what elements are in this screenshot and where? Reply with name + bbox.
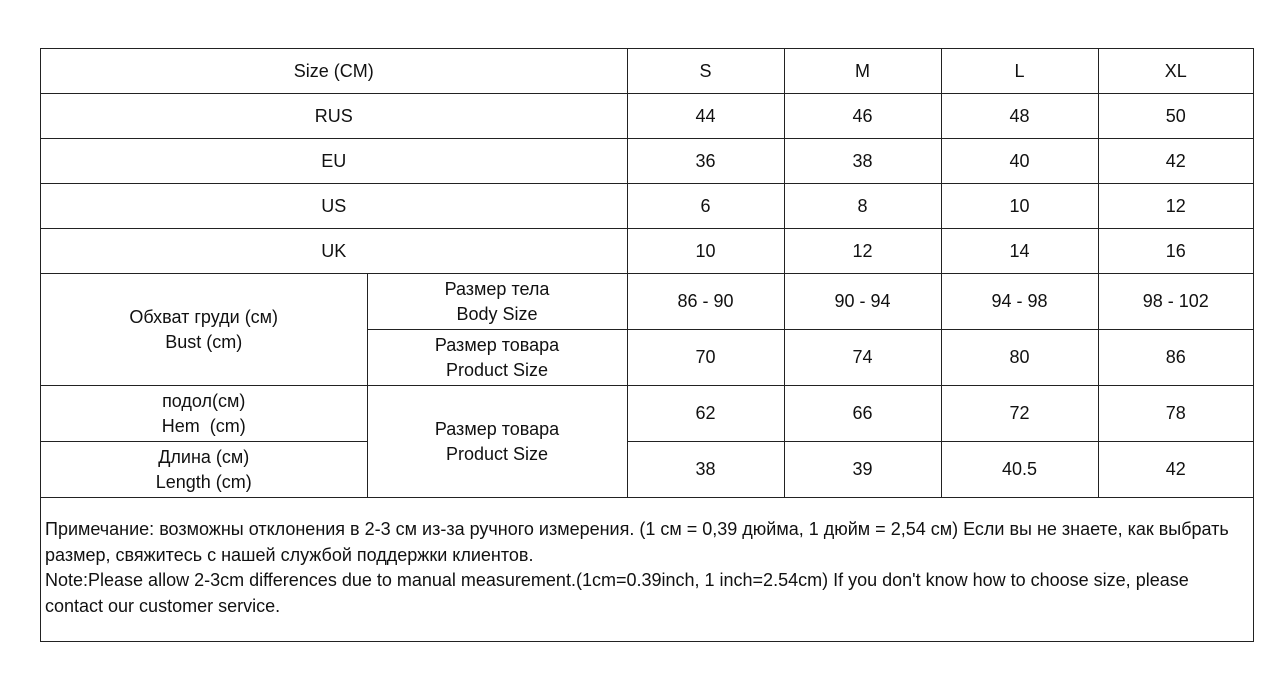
row-label-eu: EU — [41, 139, 627, 184]
table-cell: 12 — [784, 229, 941, 274]
table-cell: 98 - 102 — [1098, 274, 1253, 330]
table-cell: 8 — [784, 184, 941, 229]
table-row-eu — [41, 139, 1253, 184]
table-row-hem — [41, 386, 1253, 442]
table-row-us — [41, 184, 1253, 229]
table-cell: 12 — [1098, 184, 1253, 229]
table-cell: 62 — [627, 386, 784, 442]
table-cell: 10 — [627, 229, 784, 274]
table-cell: 38 — [784, 139, 941, 184]
header-row — [41, 49, 1253, 94]
table-cell: 40 — [941, 139, 1098, 184]
table-row-uk — [41, 229, 1253, 274]
table-cell: 78 — [1098, 386, 1253, 442]
table-cell: 6 — [627, 184, 784, 229]
table-cell: 40.5 — [941, 442, 1098, 498]
table-cell: 16 — [1098, 229, 1253, 274]
sub-label-product-size — [367, 330, 627, 386]
product-size-label-en: Product Size — [445, 359, 549, 380]
length-label-ru: Длина (см) — [158, 446, 250, 467]
table-cell: 39 — [784, 442, 941, 498]
body-size-label-en: Body Size — [456, 303, 538, 324]
table-row-bust-body — [41, 274, 1253, 330]
table-cell: 42 — [1098, 139, 1253, 184]
table-cell: 74 — [784, 330, 941, 386]
length-label-en: Length (cm) — [155, 471, 252, 492]
size-header-label: Size (CM) — [41, 49, 627, 94]
row-label-us: US — [41, 184, 627, 229]
row-label-bust — [41, 274, 367, 386]
table-cell: 14 — [941, 229, 1098, 274]
size-chart — [40, 48, 1254, 642]
row-label-length — [41, 442, 367, 498]
table-cell: 94 - 98 — [941, 274, 1098, 330]
size-header-l: L — [941, 49, 1098, 94]
table-cell: 48 — [941, 94, 1098, 139]
table-cell: 86 — [1098, 330, 1253, 386]
hem-label-ru: подол(см) — [162, 390, 246, 411]
table-row-length — [41, 442, 1253, 498]
note-text-ru: Примечание: возможны отклонения в 2-3 см из-за ручного измерения. (1 см = 0,39 дюйма, 1 дюйм = 2,54 см) Если вы не знаете, как выбрать размер, свяжитесь с нашей службой поддержки клиентов. — [45, 519, 1229, 565]
table-cell: 42 — [1098, 442, 1253, 498]
table-cell: 72 — [941, 386, 1098, 442]
sub-label-product-size-hem-length — [367, 386, 627, 498]
size-table — [41, 49, 1253, 498]
table-cell: 44 — [627, 94, 784, 139]
table-cell: 66 — [784, 386, 941, 442]
table-cell: 38 — [627, 442, 784, 498]
table-cell: 50 — [1098, 94, 1253, 139]
table-cell: 90 - 94 — [784, 274, 941, 330]
row-label-hem — [41, 386, 367, 442]
row-label-uk: UK — [41, 229, 627, 274]
table-cell: 36 — [627, 139, 784, 184]
bust-label-en: Bust (cm) — [165, 331, 243, 352]
table-cell: 70 — [627, 330, 784, 386]
bust-label-ru: Обхват груди (см) — [129, 306, 279, 327]
hem-length-product-label-ru: Размер товара — [434, 418, 560, 439]
hem-length-product-label-en: Product Size — [445, 443, 549, 464]
size-header-s: S — [627, 49, 784, 94]
sub-label-body-size — [367, 274, 627, 330]
table-cell: 46 — [784, 94, 941, 139]
table-cell: 86 - 90 — [627, 274, 784, 330]
note-section — [45, 517, 1251, 619]
table-cell: 80 — [941, 330, 1098, 386]
size-header-xl: XL — [1098, 49, 1253, 94]
row-label-rus: RUS — [41, 94, 627, 139]
product-size-label-ru: Размер товара — [434, 334, 560, 355]
size-header-m: M — [784, 49, 941, 94]
hem-label-en: Hem (cm) — [161, 415, 246, 436]
note-text-en: Note:Please allow 2-3cm differences due to manual measurement.(1cm=0.39inch, 1 inch=2.54cm) If you don't know how to choose size, please contact our customer service. — [45, 570, 1189, 616]
table-row-rus — [41, 94, 1253, 139]
body-size-label-ru: Размер тела — [444, 278, 550, 299]
table-cell: 10 — [941, 184, 1098, 229]
